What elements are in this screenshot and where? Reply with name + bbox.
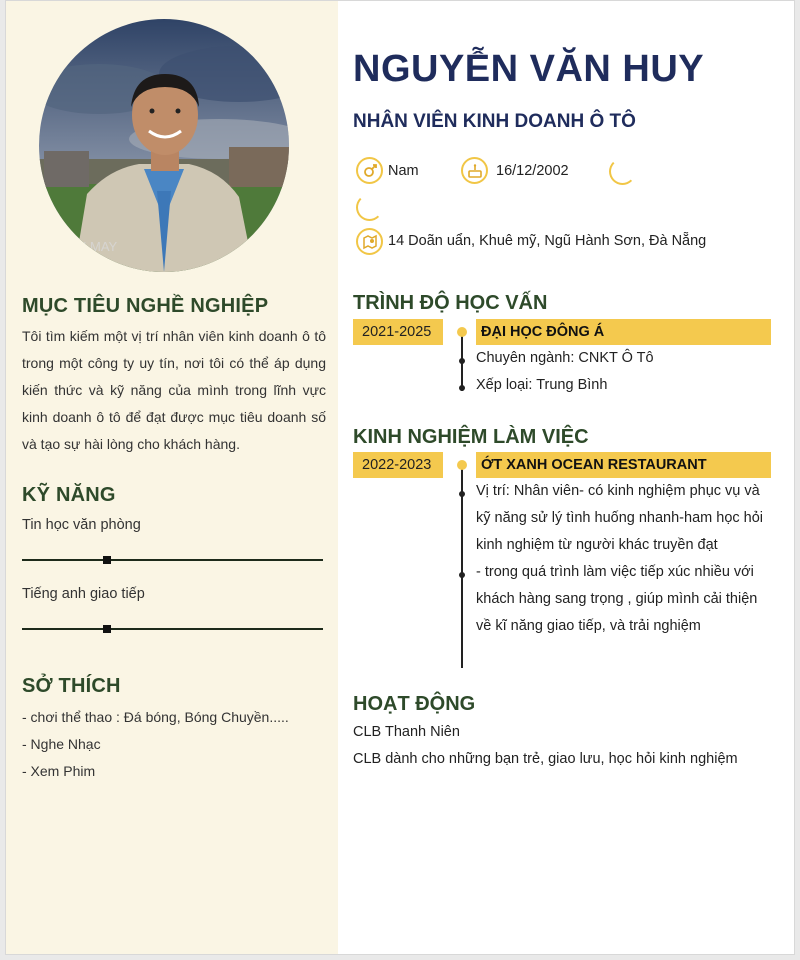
timeline-dot <box>457 460 467 470</box>
experience-company: ỚT XANH OCEAN RESTAURANT <box>476 452 771 478</box>
gender-icon <box>356 157 383 184</box>
education-detail: Xếp loại: Trung Bình <box>476 377 608 393</box>
job-title: NHÂN VIÊN KINH DOANH Ô TÔ <box>353 111 636 132</box>
hobby-item: - Nghe Nhạc <box>22 736 101 752</box>
skills-title: KỸ NĂNG <box>22 484 116 506</box>
skill-bar-office <box>22 559 323 561</box>
objective-text: Tôi tìm kiếm một vị trí nhân viên kinh doanh ô tô trong một công ty uy tín, nơi tôi có thể áp dụng kiến thức và kỹ năng của mình trong lĩnh vực kinh doanh ô tô để đạt được mục tiêu doanh số và tạo sự hài lòng cho khách hàng. <box>22 328 326 452</box>
birthday-cake-icon <box>461 157 488 184</box>
education-detail: Chuyên ngành: CNKT Ô Tô <box>476 350 654 366</box>
sidebar <box>6 1 338 955</box>
experience-period: 2022-2023 <box>353 452 443 478</box>
skill-bar-english <box>22 628 323 630</box>
cv-page <box>5 0 795 955</box>
education-title: TRÌNH ĐỘ HỌC VẤN <box>353 292 548 314</box>
experience-detail: - trong quá trình làm việc tiếp xúc nhiều với khách hàng sang trọng , giúp mình cải thiện về kĩ năng giao tiếp, và trải nghiệm <box>476 564 758 634</box>
skill-label-office: Tin học văn phòng <box>22 517 141 533</box>
photo-watermark: N MAY <box>77 239 118 254</box>
email-icon <box>356 194 383 221</box>
timeline-bullet <box>459 572 465 578</box>
timeline-bullet <box>459 385 465 391</box>
experience-detail: Vị trí: Nhân viên- có kinh nghiệm phục vụ và kỹ năng sử lý tình huống nhanh-ham học hỏi kinh nghiệm từ người khác truyền đạt <box>476 483 764 553</box>
timeline-bullet <box>459 491 465 497</box>
hobbies-title: SỞ THÍCH <box>22 675 121 697</box>
gender-text: Nam <box>388 163 419 179</box>
experience-title: KINH NGHIỆM LÀM VIỆC <box>353 426 589 448</box>
timeline-dot <box>457 327 467 337</box>
skill-level-office <box>103 556 111 564</box>
activity-club: CLB Thanh Niên <box>353 724 460 740</box>
education-period: 2021-2025 <box>353 319 443 345</box>
birthday-text: 16/12/2002 <box>496 163 569 179</box>
objective-title: MỤC TIÊU NGHỀ NGHIỆP <box>22 295 269 317</box>
candidate-name: NGUYỄN VĂN HUY <box>353 48 705 90</box>
timeline-bullet <box>459 358 465 364</box>
skill-label-english: Tiếng anh giao tiếp <box>22 586 145 602</box>
hobby-item: - Xem Phim <box>22 763 96 779</box>
skill-level-english <box>103 625 111 633</box>
phone-icon <box>609 158 636 185</box>
profile-photo <box>39 19 289 272</box>
education-school: ĐẠI HỌC ĐÔNG Á <box>476 319 771 345</box>
hobby-item: - chơi thể thao : Đá bóng, Bóng Chuyền..... <box>22 709 289 725</box>
address-text: 14 Doãn uẩn, Khuê mỹ, Ngũ Hành Sơn, Đà Nẵng <box>388 233 707 249</box>
activity-description: CLB dành cho những bạn trẻ, giao lưu, học hỏi kinh nghiệm <box>353 751 738 767</box>
activities-title: HOẠT ĐỘNG <box>353 693 476 715</box>
location-map-icon <box>356 228 383 255</box>
